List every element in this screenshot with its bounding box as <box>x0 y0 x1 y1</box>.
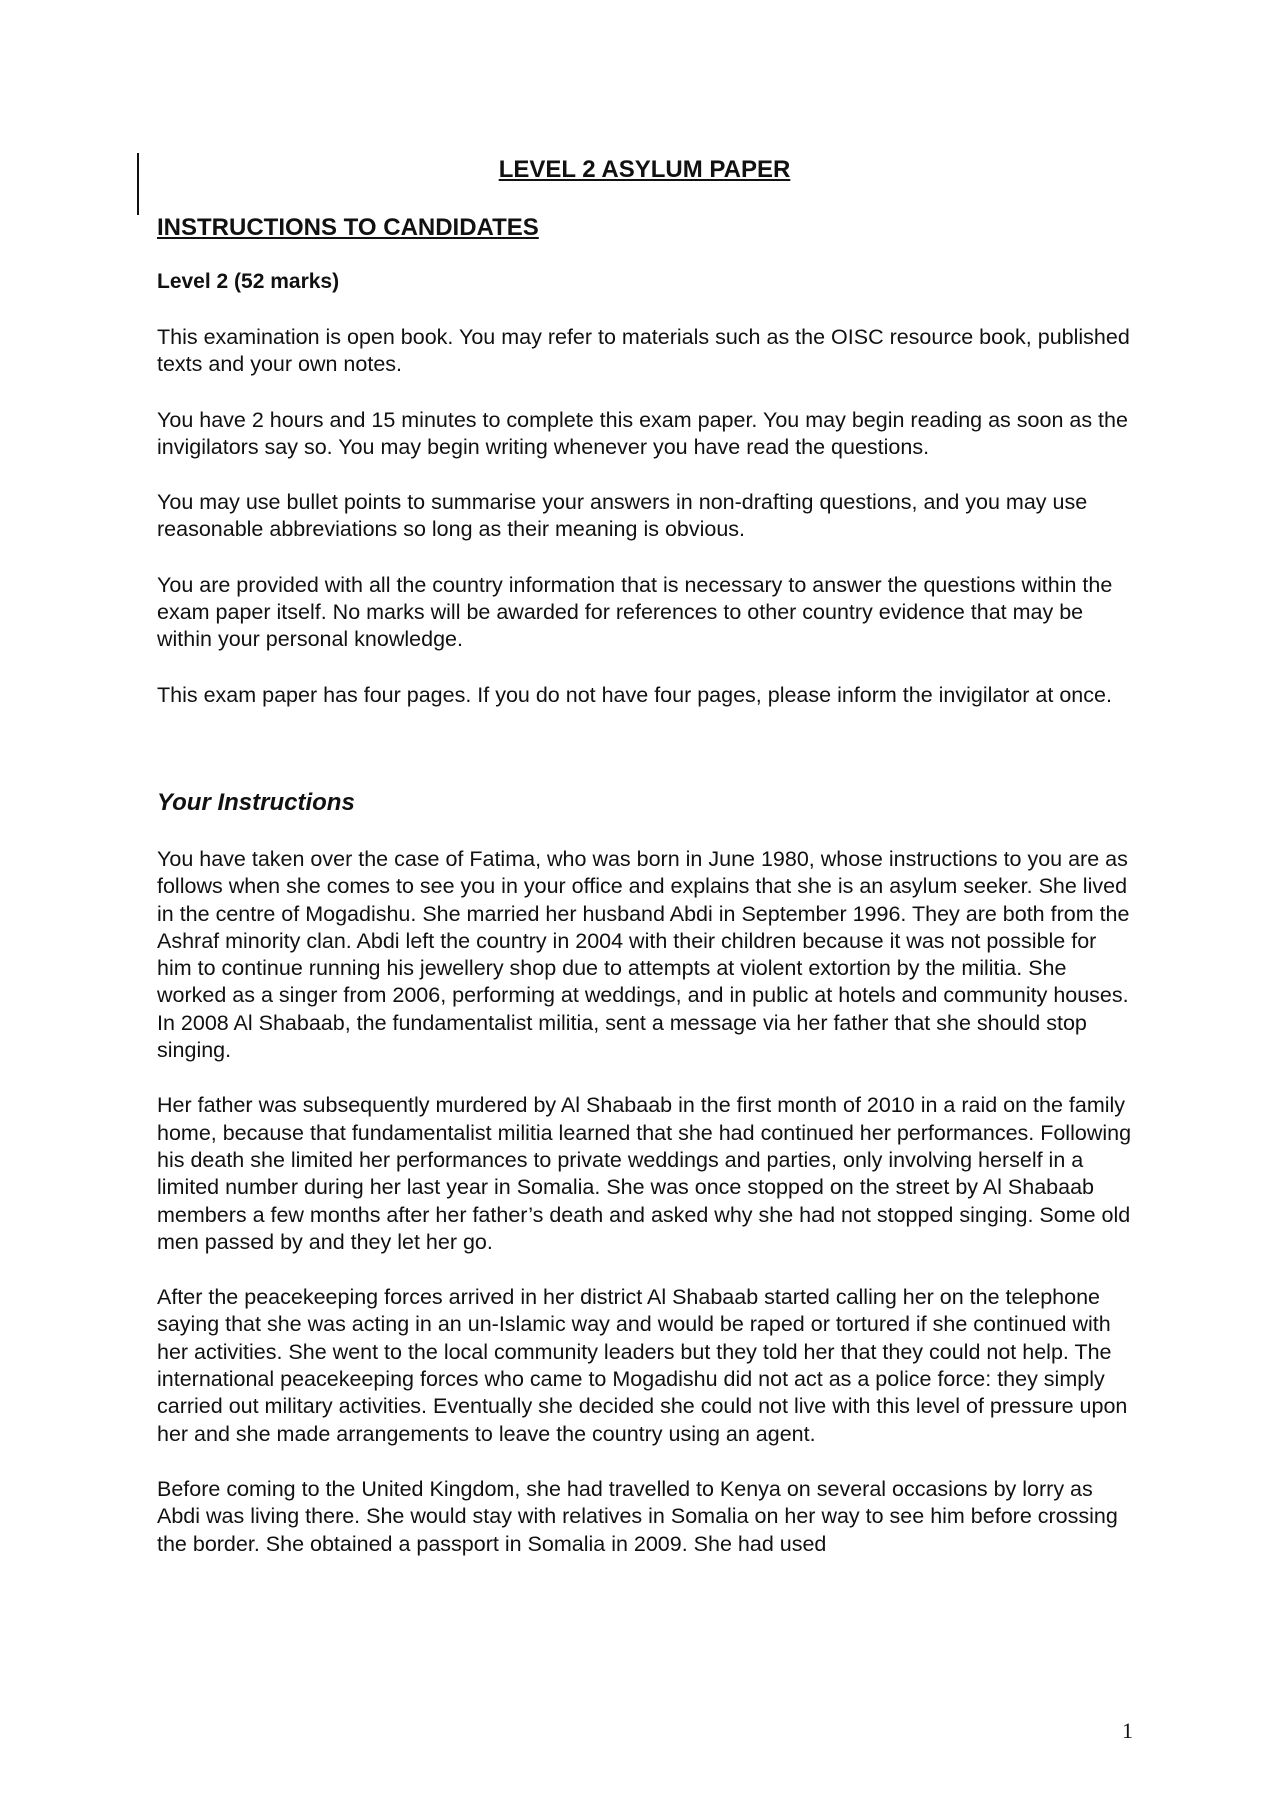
instruction-paragraph-bullet-points: You may use bullet points to summarise your answers in non-drafting questions, and you may use reasonable abbreviations so long as their meaning is obvious. <box>157 490 1088 542</box>
case-paragraph-background: You have taken over the case of Fatima, who was born in June 1980, whose instructions to you are as follows when she comes to see you in your office and explains that she is an asylum seeker. She lived in the centre of Mogadishu. She married her husband Abdi in September 1996. They are both from the Ashraf minority clan. Abdi left the country in 2004 with their children because it was not possible for him to continue running his jewellery shop due to attempts at violent extortion by the militia. She worked as a singer from 2006, performing at weddings, and in public at hotels and community houses. In 2008 Al Shabaab, the fundamentalist militia, sent a message via her father that she should stop singing. <box>157 846 1130 1063</box>
page-content <box>157 150 1132 1558</box>
case-paragraph-father: Her father was subsequently murdered by Al Shabaab in the first month of 2010 in a raid on the family home, because that fundamentalist militia learned that she had continued her performances. Following his death she limited her performances to private weddings and parties, only involving herself in a limited number during her last year in Somalia. She was once stopped on the street by Al Shabaab members a few months after her father’s death and asked why she had not stopped singing. Some old men passed by and they let her go. <box>157 1093 1132 1254</box>
your-instructions-heading: Your Instructions <box>157 788 355 816</box>
instruction-paragraph-open-book: This examination is open book. You may refer to materials such as the OISC resource book, published texts and your own notes. <box>157 325 1130 377</box>
instruction-paragraph-country-information: You are provided with all the country information that is necessary to answer the questions within the exam paper itself. No marks will be awarded for references to other country evidence that may be within your personal knowledge. <box>157 572 1113 652</box>
revision-change-bar <box>137 153 139 215</box>
instruction-paragraph-time: You have 2 hours and 15 minutes to complete this exam paper. You may begin reading as soon as the invigilators say so. You may begin writing whenever you have read the questions. <box>157 407 1128 459</box>
case-paragraph-threats: After the peacekeeping forces arrived in her district Al Shabaab started calling her on the telephone saying that she was acting in an un-Islamic way and would be raped or tortured if she continued with her activities. She went to the local community leaders but they told her that they could not help. The international peacekeeping forces who came to Mogadishu did not act as a police force: they simply carried out military activities. Eventually she decided she could not live with this level of pressure upon her and she made arrangements to leave the country using an agent. <box>157 1285 1128 1446</box>
instructions-to-candidates-heading: INSTRUCTIONS TO CANDIDATES <box>157 214 539 241</box>
page-number: 1 <box>1122 1718 1133 1743</box>
case-paragraph-travel: Before coming to the United Kingdom, she had travelled to Kenya on several occasions by lorry as Abdi was living there. She would stay with relatives in Somalia on her way to see him before crossing the border. She obtained a passport in Somalia in 2009. She had used <box>157 1476 1118 1556</box>
instruction-paragraph-page-count: This exam paper has four pages. If you do not have four pages, please inform the invigilator at once. <box>157 682 1112 707</box>
page-title: LEVEL 2 ASYLUM PAPER <box>498 156 791 183</box>
marks-label: Level 2 (52 marks) <box>157 270 340 293</box>
